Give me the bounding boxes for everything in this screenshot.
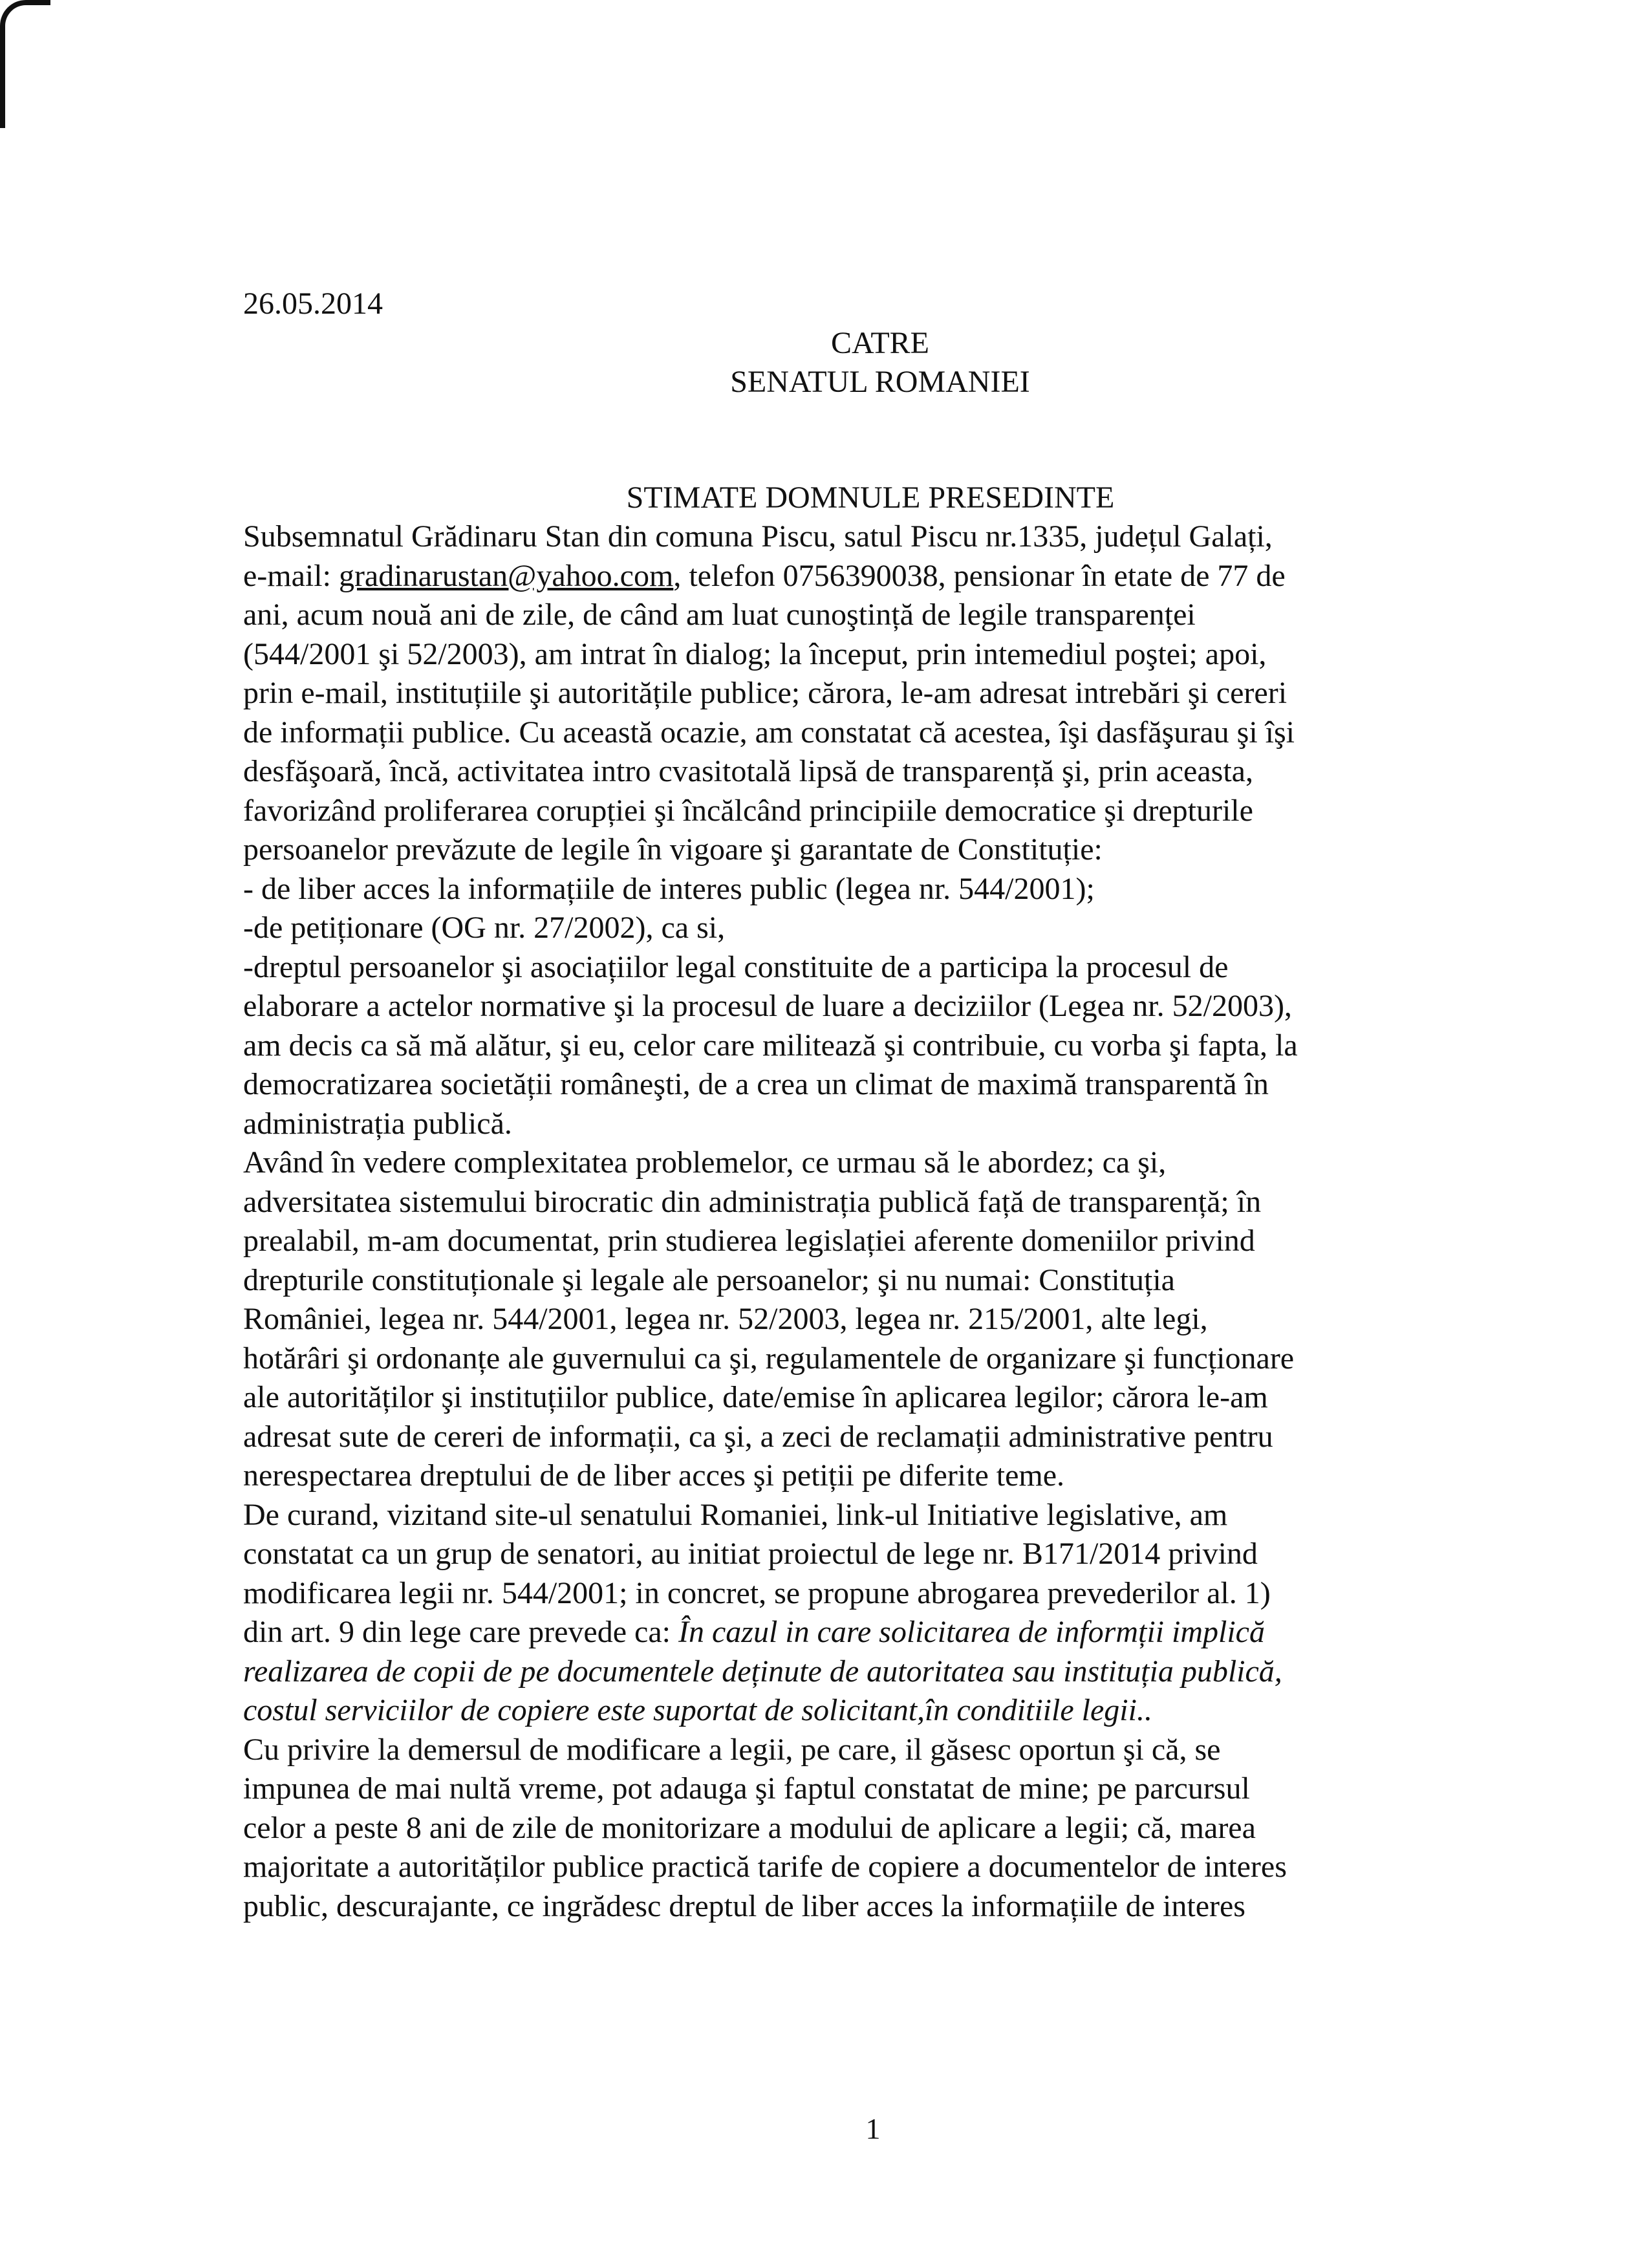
text-line: Cu privire la demersul de modificare a legii, pe care, il găsesc oportun şi că, se bbox=[243, 1732, 1221, 1767]
text-line: democratizarea societății româneşti, de a crea un climat de maximă transparentă în bbox=[243, 1067, 1269, 1101]
text-line: ani, acum nouă ani de zile, de când am luat cunoştință de legile transparenței bbox=[243, 598, 1196, 632]
text-line: prealabil, m-am documentat, prin studierea legislației aferente domeniilor privind bbox=[243, 1224, 1255, 1258]
text-line: - de liber acces la informațiile de interes public (legea nr. 544/2001); bbox=[243, 871, 1095, 906]
text-line: De curand, vizitand site-ul senatului Romaniei, link-ul Initiative legislative, am bbox=[243, 1497, 1228, 1532]
text-line: Având în vedere complexitatea problemelor, ce urmau să le abordez; ca şi, bbox=[243, 1145, 1167, 1180]
letter-paragraphs bbox=[243, 517, 1472, 1926]
text-line: administrația publică. bbox=[243, 1106, 512, 1141]
text-line: adversitatea sistemului birocratic din administrația publică față de transparență; în bbox=[243, 1184, 1262, 1219]
text-line: favorizând proliferarea corupției şi încălcând principiile democratice şi drepturile bbox=[243, 793, 1253, 828]
text-line: majoritate a autorităților publice practică tarife de copiere a documentelor de interes bbox=[243, 1850, 1287, 1884]
text-line: constatat ca un grup de senatori, au initiat proiectul de lege nr. B171/2014 privind bbox=[243, 1537, 1258, 1571]
page-number: 1 bbox=[865, 2112, 881, 2145]
text-line: nerespectarea dreptului de de liber acces şi petiții pe diferite teme. bbox=[243, 1458, 1065, 1493]
text-line: public, descurajante, ce ingrădesc dreptul de liber acces la informațiile de interes bbox=[243, 1888, 1245, 1923]
text-line-contact bbox=[243, 557, 1472, 596]
scan-corner-mark bbox=[0, 0, 50, 128]
text-line: (544/2001 şi 52/2003), am intrat în dialog; la început, prin intemediul poştei; apoi, bbox=[243, 636, 1267, 671]
text-line: -dreptul persoanelor şi asociațiilor legal constituite de a participa la procesul de bbox=[243, 949, 1229, 984]
text-line: am decis ca să mă alătur, şi eu, celor care militează şi contribuie, cu vorba şi fapta, la bbox=[243, 1028, 1298, 1063]
text-line: drepturile constituționale şi legale ale persoanelor; şi nu numai: Constituția bbox=[243, 1262, 1175, 1297]
text-line: -de petiționare (OG nr. 27/2002), ca si, bbox=[243, 911, 726, 945]
text-line: României, legea nr. 544/2001, legea nr. 52/2003, legea nr. 215/2001, alte legi, bbox=[243, 1302, 1208, 1336]
text-line: persoanelor prevăzute de legile în vigoare şi garantate de Constituție: bbox=[243, 832, 1103, 867]
text-line: impunea de mai nultă vreme, pot adauga şi faptul constatat de mine; pe parcursul bbox=[243, 1771, 1250, 1806]
text-line-quote-start bbox=[243, 1613, 1472, 1652]
text-line: hotărâri şi ordonanțe ale guvernului ca şi, regulamentele de organizare şi funcționare bbox=[243, 1341, 1295, 1376]
letter-body bbox=[243, 285, 1472, 1926]
quoted-law-text bbox=[243, 1652, 1472, 1692]
text-line: desfăşoară, încă, activitatea intro cvasitotală lipsă de transparență şi, prin aceasta, bbox=[243, 754, 1253, 788]
quoted-law-text bbox=[243, 1691, 1472, 1731]
text-line: de informații publice. Cu această ocazie, am constatat că acestea, îşi dasfăşurau şi îşi bbox=[243, 715, 1295, 750]
quoted-law-line: realizarea de copii de pe documentele deținute de autoritatea sau instituția publică, bbox=[243, 1654, 1282, 1689]
text-line: modificarea legii nr. 544/2001; in concret, se propune abrogarea prevederilor al. 1) bbox=[243, 1575, 1271, 1610]
text-line: prin e-mail, instituțiile şi autoritățile publice; cărora, le-am adresat intrebări şi cereri bbox=[243, 676, 1288, 710]
email-prefix: e-mail: bbox=[243, 558, 339, 593]
text-line: Subsemnatul Grădinaru Stan din comuna Piscu, satul Piscu nr.1335, județul Galați, bbox=[243, 519, 1273, 554]
quoted-law-text: În cazul in care solicitarea de informții implică bbox=[678, 1615, 1265, 1649]
contact-rest: , telefon 0756390038, pensionar în etate de 77 de bbox=[673, 558, 1286, 593]
quote-intro: din art. 9 din lege care prevede ca: bbox=[243, 1615, 678, 1649]
text-line: adresat sute de cereri de informații, ca şi, a zeci de reclamații administrative pentru bbox=[243, 1419, 1273, 1454]
email-link[interactable]: gradinarustan@yahoo.com bbox=[338, 558, 674, 593]
text-line: celor a peste 8 ani de zile de monitorizare a modului de aplicare a legii; că, marea bbox=[243, 1810, 1256, 1845]
letter-date: 26.05.2014 bbox=[243, 286, 383, 321]
recipient-line-1: CATRE bbox=[830, 325, 929, 360]
text-line: ale autorităților şi instituțiilor publice, date/emise în aplicarea legilor; cărora le-am bbox=[243, 1380, 1268, 1414]
salutation: STIMATE DOMNULE PRESEDINTE bbox=[626, 480, 1115, 515]
recipient-line-2: SENATUL ROMANIEI bbox=[730, 365, 1030, 399]
quoted-law-line: costul serviciilor de copiere este suportat de solicitant,în conditiile legii.. bbox=[243, 1693, 1152, 1727]
text-line: elaborare a actelor normative şi la procesul de luare a deciziilor (Legea nr. 52/2003), bbox=[243, 989, 1292, 1023]
